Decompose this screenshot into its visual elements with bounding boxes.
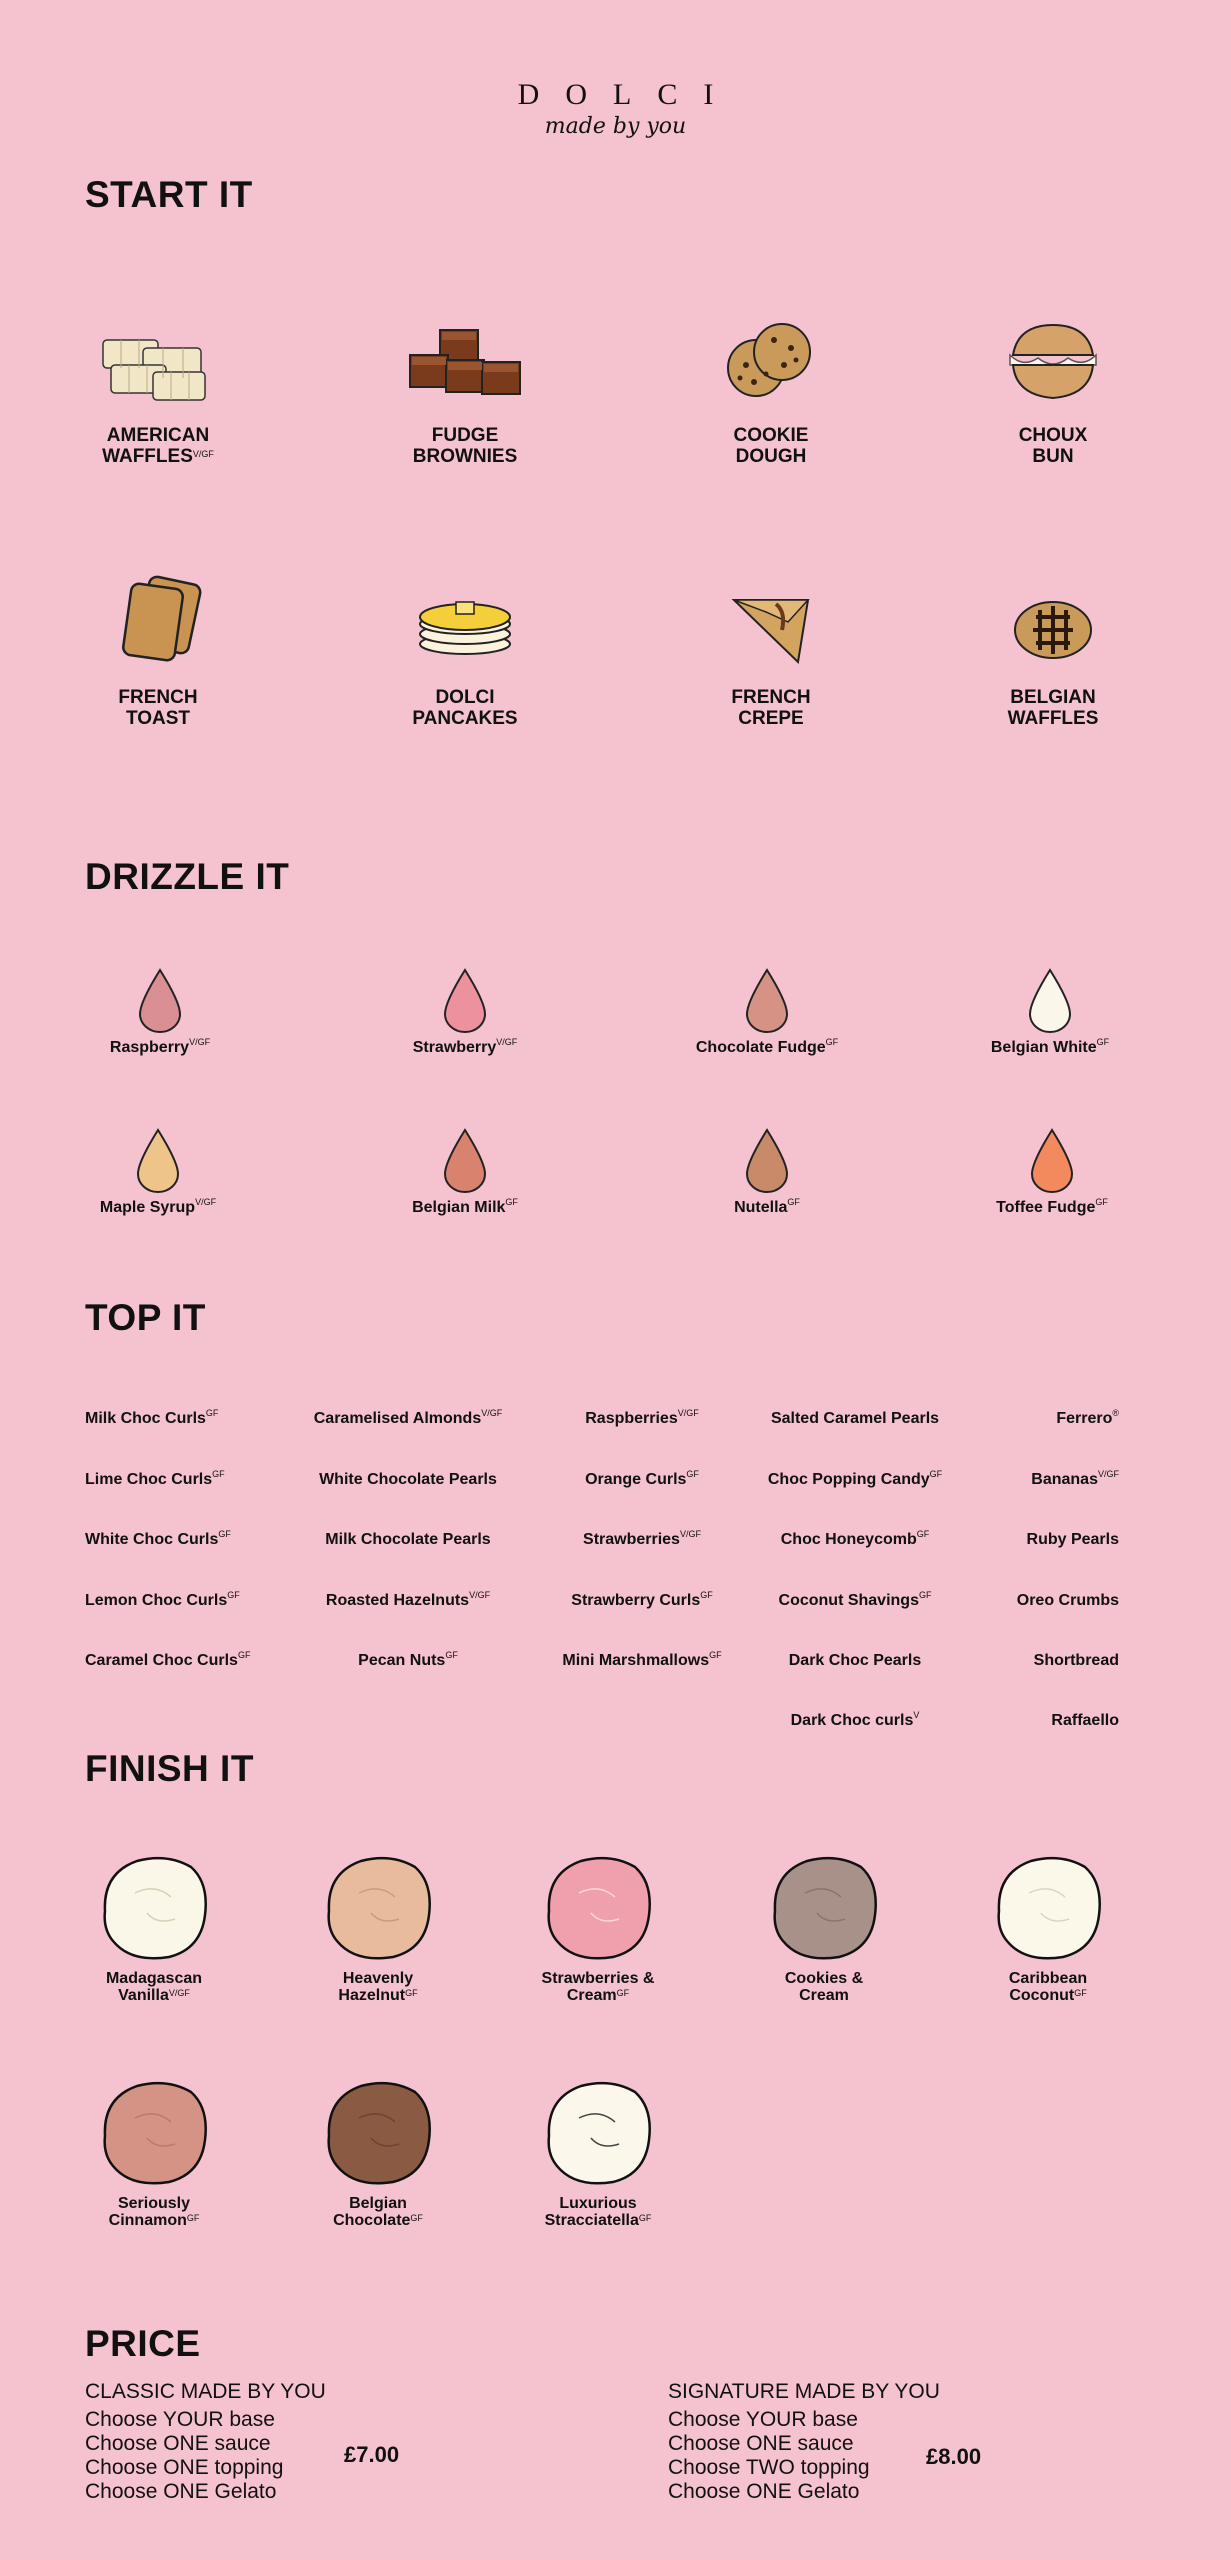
gelato-name-line1: Madagascan (105, 1970, 203, 1987)
price-option-line: Choose TWO topping (668, 2456, 870, 2479)
topping-item (730, 1410, 980, 1428)
topping-name: Orange Curls (585, 1471, 687, 1488)
topping-item (522, 1471, 762, 1489)
topping-item (730, 1712, 980, 1730)
dietary-tag: GF (686, 1469, 699, 1479)
gelato-name-line2: Chocolate (333, 2212, 411, 2229)
gelato-item (79, 2078, 229, 2229)
topping-name: Caramel Choc Curls (85, 1652, 238, 1669)
dietary-tag: V/GF (496, 1037, 518, 1047)
topping-item (522, 1652, 762, 1670)
gelato-scoop-icon (319, 1853, 437, 1965)
topping-item (522, 1592, 762, 1610)
topping-item (85, 1531, 231, 1549)
gelato-scoop-icon (539, 2078, 657, 2190)
topping-item (258, 1471, 558, 1489)
topping-item (960, 1652, 1119, 1670)
dietary-tag: GF (929, 1469, 943, 1479)
drizzle-item (667, 1128, 867, 1217)
gelato-name-line2: Coconut (1009, 1987, 1075, 2004)
dietary-tag: GF (700, 1590, 713, 1600)
base-label-line1: BELGIAN (1010, 687, 1096, 708)
topping-item (258, 1531, 558, 1549)
base-label-line2: WAFFLES (102, 446, 193, 467)
topping-item (85, 1652, 250, 1670)
gelato-name-line1: Heavenly (342, 1970, 414, 1987)
topping-name: Milk Chocolate Pearls (325, 1531, 491, 1548)
dietary-tag: V/GF (679, 1529, 701, 1539)
drizzle-name: Belgian Milk (412, 1199, 506, 1216)
gelato-item (79, 1853, 229, 2004)
topping-name: Pecan Nuts (358, 1652, 446, 1669)
base-item (978, 572, 1128, 729)
section-title-price: PRICE (85, 2323, 201, 2364)
topping-name: Roasted Hazelnuts (325, 1592, 470, 1609)
dietary-tag: GF (205, 1408, 219, 1418)
topping-item (730, 1592, 980, 1610)
topping-name: Strawberry Curls (571, 1592, 701, 1609)
gelato-name-line2: Cream (566, 1987, 617, 2004)
dietary-tag: GF (445, 1650, 458, 1660)
topping-item (960, 1410, 1119, 1428)
toast-icon (83, 572, 233, 682)
dietary-tag: GF (405, 1988, 418, 1998)
topping-item (730, 1652, 980, 1670)
dietary-tag: V/GF (677, 1408, 699, 1418)
topping-name: Oreo Crumbs (1016, 1592, 1119, 1609)
topping-name: Raspberries (585, 1410, 678, 1427)
base-label-line1: FUDGE (431, 425, 499, 446)
topping-name: Mini Marshmallows (562, 1652, 710, 1669)
drop-icon (743, 1128, 791, 1194)
dietary-tag: GF (1074, 1988, 1087, 1998)
waffle-icon (83, 310, 233, 420)
drop-icon (136, 968, 184, 1034)
drizzle-name: Strawberry (412, 1039, 497, 1056)
base-label-line2: BUN (1032, 446, 1074, 467)
dietary-tag: ® (1112, 1408, 1119, 1418)
dietary-tag: GF (638, 2213, 652, 2223)
gelato-name-line2: Stracciatella (544, 2212, 639, 2229)
base-label-line1: CHOUX (1018, 425, 1088, 446)
drop-icon (134, 1128, 182, 1194)
dietary-tag: GF (505, 1197, 518, 1207)
drop-icon (441, 1128, 489, 1194)
topping-name: Ferrero (1056, 1410, 1113, 1427)
section-title-top: TOP IT (85, 1297, 206, 1338)
base-label-line1: FRENCH (118, 687, 198, 708)
topping-item (960, 1712, 1119, 1730)
drizzle-item (58, 1128, 258, 1217)
drizzle-item (952, 1128, 1152, 1217)
dietary-tag: GF (916, 1529, 930, 1539)
base-label-line2: BROWNIES (412, 446, 518, 467)
base-label-line2: TOAST (125, 708, 191, 729)
gelato-name-line1: Seriously (117, 2195, 191, 2212)
base-label-line1: COOKIE (733, 425, 809, 446)
dietary-tag: V/GF (168, 1988, 190, 1998)
drizzle-name: Maple Syrup (99, 1199, 196, 1216)
dietary-tag: GF (212, 1469, 225, 1479)
dietary-tag: GF (825, 1037, 839, 1047)
gelato-item (523, 2078, 673, 2229)
gelato-item (749, 1853, 899, 2004)
topping-name: Choc Popping Candy (767, 1471, 930, 1488)
topping-name: Raffaello (1051, 1712, 1119, 1729)
section-title-drizzle: DRIZZLE IT (85, 856, 290, 897)
base-label-line2: WAFFLES (1007, 708, 1099, 729)
topping-item (85, 1471, 225, 1489)
price-option-line: Choose ONE sauce (85, 2432, 271, 2455)
dietary-tag: GF (1096, 1037, 1110, 1047)
gelato-name-line2: Cinnamon (108, 2212, 187, 2229)
price-option-line: Choose ONE sauce (668, 2432, 854, 2455)
gelato-item (523, 1853, 673, 2004)
brand-name: DOLCI (517, 78, 740, 111)
base-item (390, 572, 540, 729)
topping-item (960, 1592, 1119, 1610)
topping-name: Lime Choc Curls (85, 1471, 213, 1488)
base-item (978, 310, 1128, 467)
topping-name: Choc Honeycomb (780, 1531, 917, 1548)
dietary-tag: GF (227, 1590, 240, 1600)
belgian-waffle-icon (978, 572, 1128, 682)
dietary-tag: GF (616, 1988, 630, 1998)
topping-name: Lemon Choc Curls (85, 1592, 228, 1609)
topping-item (730, 1531, 980, 1549)
topping-name: Coconut Shavings (778, 1592, 919, 1609)
price-value-classic: £7.00 (344, 2442, 400, 2467)
price-option-classic (85, 2380, 326, 2504)
topping-name: White Choc Curls (85, 1531, 219, 1548)
topping-name: Milk Choc Curls (85, 1410, 206, 1427)
topping-item (522, 1531, 762, 1549)
drizzle-name: Belgian White (990, 1039, 1097, 1056)
gelato-name-line1: Strawberries & (541, 1970, 655, 1987)
drizzle-item (667, 968, 867, 1057)
topping-name: Ruby Pearls (1026, 1531, 1119, 1548)
topping-item (960, 1531, 1119, 1549)
topping-item (960, 1471, 1119, 1489)
dietary-tag: GF (218, 1529, 231, 1539)
topping-item (85, 1592, 240, 1610)
drizzle-item (60, 968, 260, 1057)
gelato-scoop-icon (765, 1853, 883, 1965)
drizzle-item (950, 968, 1150, 1057)
topping-name: Dark Choc curls (790, 1712, 914, 1729)
gelato-name-line2: Cream (799, 1987, 849, 2004)
topping-name: Dark Choc Pearls (788, 1652, 922, 1669)
topping-name: Strawberries (583, 1531, 680, 1548)
gelato-item (303, 1853, 453, 2004)
dietary-tag: GF (410, 2213, 423, 2223)
gelato-name-line2: Hazelnut (338, 1987, 406, 2004)
topping-name: Caramelised Almonds (313, 1410, 482, 1427)
base-item (83, 310, 233, 467)
dietary-tag: GF (237, 1650, 251, 1660)
drop-icon (743, 968, 791, 1034)
base-item (390, 310, 540, 467)
drizzle-name: Raspberry (109, 1039, 190, 1056)
gelato-item (973, 1853, 1123, 2004)
base-label-line2: DOUGH (735, 446, 807, 467)
topping-item (258, 1410, 558, 1428)
drop-icon (1026, 968, 1074, 1034)
topping-item (258, 1592, 558, 1610)
brand-tagline: made by you (544, 114, 687, 139)
base-item (696, 572, 846, 729)
gelato-name-line1: Caribbean (1008, 1970, 1088, 1987)
topping-name: White Chocolate Pearls (319, 1471, 497, 1488)
section-title-finish: FINISH IT (85, 1748, 254, 1789)
topping-item (258, 1652, 558, 1670)
drizzle-name: Toffee Fudge (996, 1199, 1096, 1216)
price-value-signature: £8.00 (926, 2444, 982, 2469)
topping-name: Salted Caramel Pearls (770, 1410, 940, 1427)
drizzle-name: Nutella (734, 1199, 788, 1216)
dietary-tag: V/GF (195, 1197, 217, 1207)
cookie-icon (696, 310, 846, 420)
pancake-icon (390, 572, 540, 682)
dietary-tag: V/GF (1097, 1469, 1119, 1479)
brand-header (0, 78, 1231, 139)
choux-bun-icon (978, 310, 1128, 420)
drizzle-item (365, 968, 565, 1057)
drop-icon (1028, 1128, 1076, 1194)
base-label-line2: PANCAKES (412, 708, 518, 729)
base-label-line1: DOLCI (435, 687, 495, 708)
dietary-tag: V/GF (192, 449, 214, 459)
gelato-scoop-icon (319, 2078, 437, 2190)
gelato-name-line1: Cookies & (784, 1970, 864, 1987)
dietary-tag: V/GF (189, 1037, 211, 1047)
dietary-tag: GF (787, 1197, 800, 1207)
base-label-line1: FRENCH (731, 687, 811, 708)
topping-item (522, 1410, 762, 1428)
dietary-tag: V (913, 1710, 920, 1720)
price-option-line: Choose YOUR base (85, 2408, 275, 2431)
gelato-scoop-icon (989, 1853, 1107, 1965)
price-option-signature (668, 2380, 940, 2504)
drizzle-item (365, 1128, 565, 1217)
drizzle-name: Chocolate Fudge (695, 1039, 826, 1056)
topping-name: Bananas (1031, 1471, 1098, 1488)
brownie-icon (390, 310, 540, 420)
base-label-line1: AMERICAN (106, 425, 210, 446)
crepe-icon (696, 572, 846, 682)
drop-icon (441, 968, 489, 1034)
dietary-tag: GF (709, 1650, 722, 1660)
gelato-item (303, 2078, 453, 2229)
dietary-tag: GF (186, 2213, 200, 2223)
gelato-scoop-icon (95, 2078, 213, 2190)
dietary-tag: GF (918, 1590, 932, 1600)
gelato-name-line1: Luxurious (559, 2195, 637, 2212)
price-option-line: Choose ONE Gelato (668, 2480, 860, 2503)
base-item (83, 572, 233, 729)
price-option-line: Choose ONE topping (85, 2456, 284, 2479)
base-item (696, 310, 846, 467)
price-option-line: Choose YOUR base (668, 2408, 858, 2431)
base-label-line2: CREPE (738, 708, 804, 729)
price-option-line: Choose ONE Gelato (85, 2480, 277, 2503)
topping-item (730, 1471, 980, 1489)
gelato-scoop-icon (95, 1853, 213, 1965)
topping-name: Shortbread (1033, 1652, 1119, 1669)
dietary-tag: V/GF (469, 1590, 491, 1600)
section-title-start: START IT (85, 174, 253, 215)
price-option-title: SIGNATURE MADE BY YOU (668, 2380, 940, 2403)
gelato-name-line1: Belgian (349, 2195, 407, 2212)
gelato-scoop-icon (539, 1853, 657, 1965)
dietary-tag: GF (1095, 1197, 1108, 1207)
price-option-title: CLASSIC MADE BY YOU (85, 2380, 326, 2403)
gelato-name-line2: Vanilla (118, 1987, 169, 2004)
topping-item (85, 1410, 218, 1428)
dietary-tag: V/GF (481, 1408, 503, 1418)
